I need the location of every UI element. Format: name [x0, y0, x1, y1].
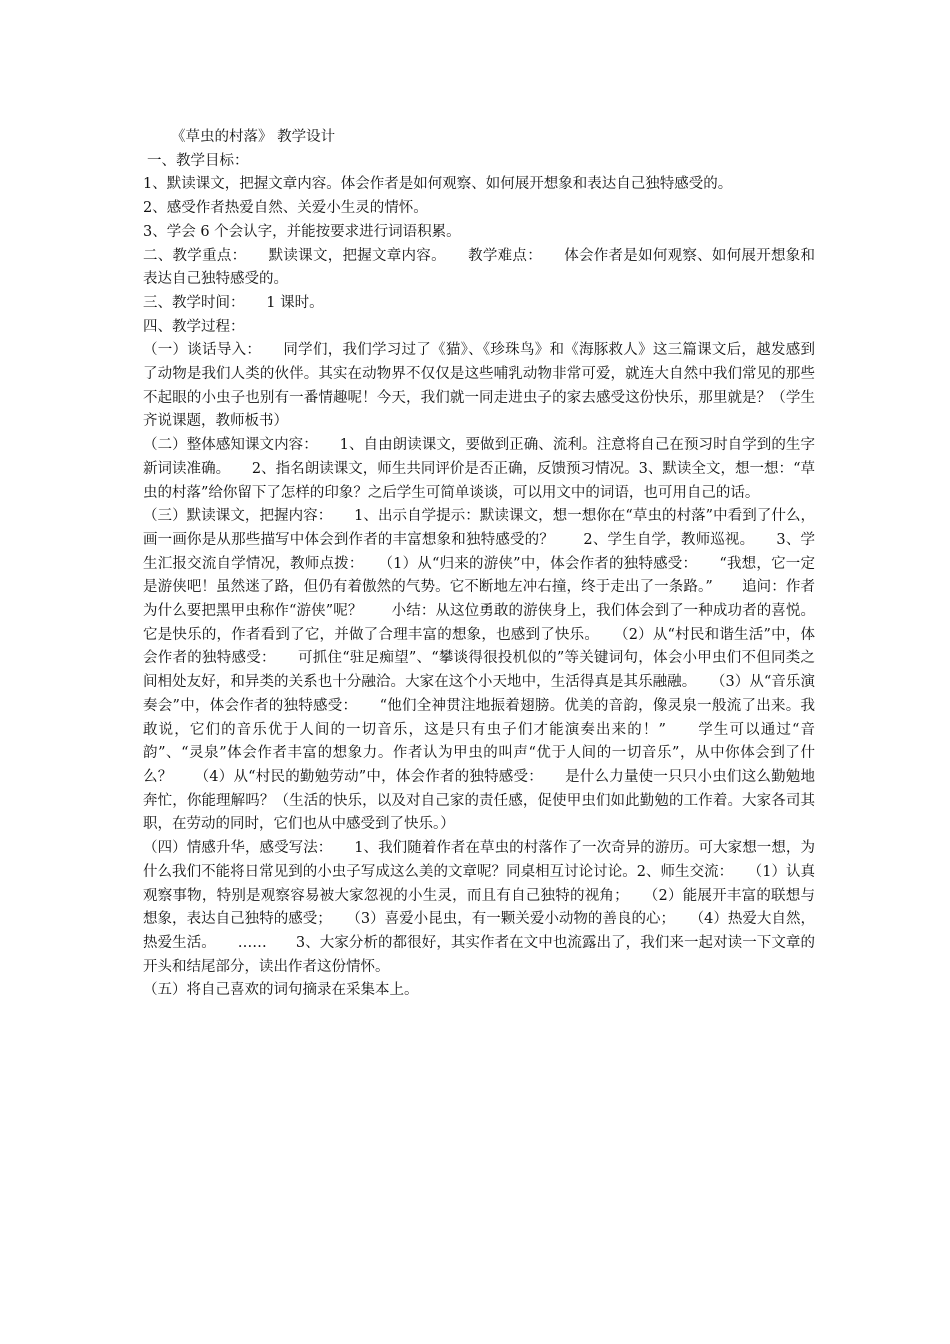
goal-1: 1、默读课文，把握文章内容。体会作者是如何观察、如何展开想象和表达自己独特感受的。	[143, 176, 733, 193]
step-1-intro: （一）谈话导入： 同学们，我们学习过了《猫》、《珍珠鸟》和《海豚救人》这三篇课文后，越发感到了动物是我们人类的伙伴。其实在动物界不仅仅是这些哺乳动物非常可爱，就连大自然中我们常见的那些不起眼的小虫子也别有一番情趣呢！今天，我们就一同走进虫子的家去感受这份快乐，那里就是？（学生齐说课题，教师板书）	[143, 342, 815, 430]
goal-2: 2、感受作者热爱自然、关爱小生灵的情怀。	[143, 200, 428, 217]
step-3-reading: （三）默读课文，把握内容： 1、出示自学提示：默读课文，想一想你在“草虫的村落”中看到了什么，画一画你是从那些描写中体会到作者的丰富想象和独特感受的？ 2、学生自学，教师巡视。 3、学生汇报交流自学情况，教师点拨： （1）从“归来的游侠”中，体会作者的独特感受： “我想，它一定是游侠吧！虽然迷了路，但仍有着傲然的气势。它不断地左冲右撞，终于走出了一条路。” 追问：作者为什么要把黑甲虫称作“游侠”呢？ 小结：从这位勇敢的游侠身上，我们体会到了一种成功者的喜悦。它是快乐的，作者看到了它，并做了合理丰富的想象，也感到了快乐。 （2）从“村民和谐生活”中，体会作者的独特感受： 可抓住“驻足痴望”、“攀谈得很投机似的”等关键词句，体会小甲虫们不但同类之间相处友好，和异类的关系也十分融洽。大家在这个小天地中，生活得真是其乐融融。 （3）从“音乐演奏会”中，体会作者的独特感受： “他们全神贯注地振着翅膀。优美的音韵，像灵泉一般流了出来。我敢说，它们的音乐优于人间的一切音乐，这是只有虫子们才能演奏出来的！” 学生可以通过“音韵”、“灵泉”体会作者丰富的想象力。作者认为甲虫的叫声“优于人间的一切音乐”，从中你体会到了什么？ （4）从“村民的勤勉劳动”中，体会作者的独特感受： 是什么力量使一只只小虫们这么勤勉地奔忙，你能理解吗？（生活的快乐，以及对自己家的责任感，促使甲虫们如此勤勉的工作着。大家各司其职，在劳动的同时，它们也从中感受到了快乐。）	[143, 508, 816, 833]
teaching-time: 三、教学时间： 1 课时。	[143, 294, 324, 311]
step-2-overview: （二）整体感知课文内容： 1、自由朗读课文，要做到正确、流利。注意将自己在预习时自学到的生字新词读准确。 2、指名朗读课文，师生共同评价是否正确，反馈预习情况。3、默读全文，想一想：“草虫的村落”给你留下了怎样的印象？之后学生可简单谈谈，可以用文中的词语，也可用自己的话。	[143, 437, 816, 501]
step-4-emotion: （四）情感升华，感受写法： 1、我们随着作者在草虫的村落作了一次奇异的游历。可大家想一想，为什么我们不能将日常见到的小虫子写成这么美的文章呢？同桌相互讨论讨论。2、师生交流： （1）认真观察事物，特别是观察容易被大家忽视的小生灵，而且有自己独特的视角； （2）能展开丰富的联想与想象，表达自己独特的感受； （3）喜爱小昆虫，有一颗关爱小动物的善良的心； （4）热爱大自然，热爱生活。 …… 3、大家分析的都很好，其实作者在文中也流露出了，我们来一起对读一下文章的开头和结尾部分，读出作者这份情怀。	[143, 840, 815, 975]
key-points: 二、教学重点： 默读课文，把握文章内容。 教学难点： 体会作者是如何观察、如何展开想象和表达自己独特感受的。	[143, 247, 815, 288]
step-5-excerpt: （五）将自己喜欢的词句摘录在采集本上。	[143, 982, 419, 999]
goal-3: 3、学会 6 个会认字，并能按要求进行词语积累。	[143, 223, 461, 240]
document-page	[143, 126, 815, 1003]
process-heading: 四、教学过程：	[143, 318, 245, 335]
goals-heading: 一、教学目标：	[147, 152, 249, 169]
document-title: 《草虫的村落》 教学设计	[171, 129, 336, 145]
